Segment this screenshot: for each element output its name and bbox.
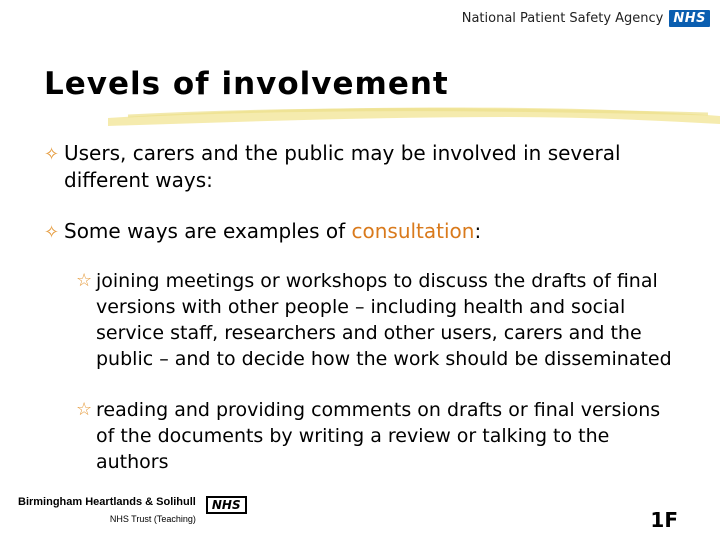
sub-bullet-text-line: of the documents by writing a review or talking to the xyxy=(96,425,610,447)
footer-organisation xyxy=(18,496,247,524)
bullet-text: : xyxy=(474,219,482,243)
sub-bullet-text-line: authors xyxy=(96,451,169,473)
agency-name: National Patient Safety Agency xyxy=(461,11,664,26)
sub-bullet-text-line: reading and providing comments on drafts or final versions xyxy=(96,399,661,421)
title-highlight-stroke xyxy=(108,100,720,134)
consultation-highlight: consultation xyxy=(351,219,475,243)
header-branding xyxy=(462,10,710,27)
sub-bullet-text-line: joining meetings or workshops to discuss the drafts of final xyxy=(96,270,658,292)
bullet-involvement xyxy=(44,140,684,194)
footer-org-text xyxy=(18,496,196,524)
sparkle-bullet-icon: ✧ xyxy=(44,144,60,165)
sub-bullet-meetings xyxy=(76,268,696,372)
bullet-text-line xyxy=(44,218,684,245)
sub-bullet-text-line: versions with other people – including health and social xyxy=(96,296,626,318)
bullet-text-line: different ways: xyxy=(64,168,213,192)
sub-bullet-text-line: service staff, researchers and other users, carers and the xyxy=(96,322,642,344)
bullet-text-line: Users, carers and the public may be involved in several xyxy=(64,141,621,165)
bullet-consultation xyxy=(44,218,684,245)
footer-org-subtitle: NHS Trust (Teaching) xyxy=(109,514,196,524)
footer-nhs-logo: NHS xyxy=(206,496,247,514)
sub-bullet-reading xyxy=(76,397,696,475)
nhs-logo: NHS xyxy=(669,10,710,27)
slide-title: Levels of involvement xyxy=(44,66,449,102)
star-bullet-icon: ☆ xyxy=(76,270,93,291)
sub-bullet-text-line: public – and to decide how the work should be disseminated xyxy=(96,348,672,370)
sparkle-bullet-icon: ✧ xyxy=(44,222,60,243)
bullet-text: Some ways are examples of xyxy=(64,219,352,243)
star-bullet-icon: ☆ xyxy=(76,399,93,420)
slide-code: 1F xyxy=(650,508,678,532)
footer-org-name: Birmingham Heartlands & Solihull xyxy=(18,496,196,508)
